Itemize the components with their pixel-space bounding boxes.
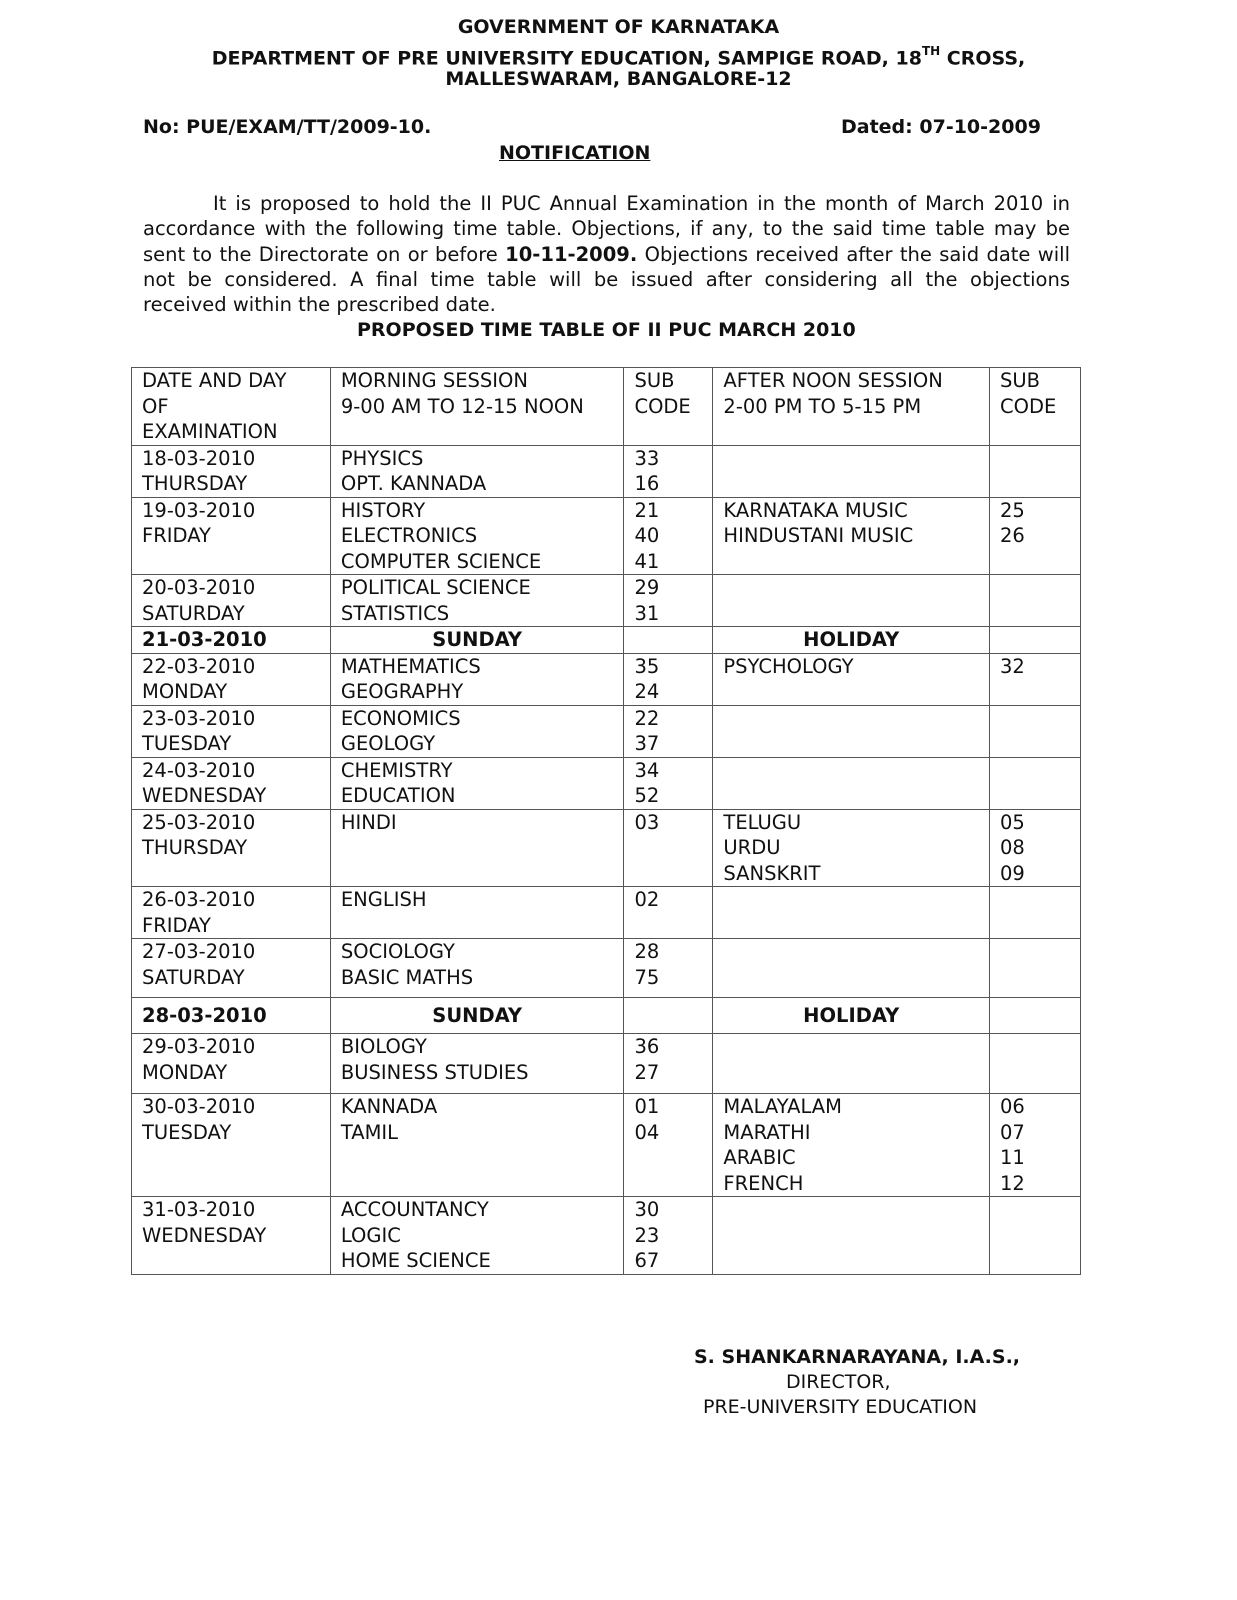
afternoon-codes (990, 998, 1081, 1034)
signatory-name: S. SHANKARNARAYANA, I.A.S., (694, 1346, 1021, 1368)
morning-subjects: HINDI (330, 809, 624, 887)
table-row (132, 575, 1081, 627)
afternoon-codes (990, 575, 1081, 627)
date: Dated: 07-10-2009 (841, 116, 1041, 138)
header-morning-code: SUB CODE (624, 368, 713, 446)
time-table (131, 367, 1081, 1275)
afternoon-subjects (713, 445, 990, 497)
afternoon-subjects (713, 705, 990, 757)
afternoon-subjects: HOLIDAY (713, 627, 990, 654)
date-cell: 29-03-2010 MONDAY (132, 1034, 331, 1094)
paragraph-part-1: It is proposed to hold the II PUC Annual Examination in the month of March 2010 in accordance with the following time table. Objections, if any, to the said time table may be sent to the Directorate on or before (143, 192, 1070, 266)
table-row (132, 809, 1081, 887)
table-row (132, 757, 1081, 809)
signatory-department: PRE-UNIVERSITY EDUCATION (703, 1396, 978, 1418)
letterhead-superscript: TH (921, 44, 941, 58)
morning-subjects: ENGLISH (330, 887, 624, 939)
afternoon-subjects: MALAYALAM MARATHI ARABIC FRENCH (713, 1094, 990, 1197)
morning-codes (624, 998, 713, 1034)
afternoon-codes (990, 939, 1081, 998)
table-row (132, 705, 1081, 757)
letterhead-line-1: GOVERNMENT OF KARNATAKA (457, 16, 780, 38)
letterhead-address: DEPARTMENT OF PRE UNIVERSITY EDUCATION, SAMPIGE ROAD, 18 (211, 47, 922, 70)
afternoon-subjects (713, 575, 990, 627)
notification-title: NOTIFICATION (499, 142, 651, 164)
notification-paragraph (143, 191, 1070, 317)
afternoon-codes: 05 08 09 (990, 809, 1081, 887)
date-cell: 25-03-2010 THURSDAY (132, 809, 331, 887)
morning-codes: 36 27 (624, 1034, 713, 1094)
table-title: PROPOSED TIME TABLE OF II PUC MARCH 2010 (357, 319, 856, 341)
table-row (132, 497, 1081, 575)
date-cell: 26-03-2010 FRIDAY (132, 887, 331, 939)
morning-subjects: MATHEMATICS GEOGRAPHY (330, 653, 624, 705)
table-row (132, 445, 1081, 497)
afternoon-codes (990, 1034, 1081, 1094)
morning-codes: 34 52 (624, 757, 713, 809)
afternoon-subjects (713, 757, 990, 809)
morning-codes: 35 24 (624, 653, 713, 705)
letterhead-line-3: MALLESWARAM, BANGALORE-12 (445, 68, 792, 90)
header-afternoon-code: SUB CODE (990, 368, 1081, 446)
afternoon-subjects (713, 887, 990, 939)
date-cell: 31-03-2010 WEDNESDAY (132, 1197, 331, 1275)
morning-codes: 28 75 (624, 939, 713, 998)
morning-subjects: BIOLOGY BUSINESS STUDIES (330, 1034, 624, 1094)
morning-codes (624, 627, 713, 654)
date-cell: 21-03-2010 (132, 627, 331, 654)
table-row (132, 1094, 1081, 1197)
holiday-row (132, 627, 1081, 654)
date-cell: 23-03-2010 TUESDAY (132, 705, 331, 757)
morning-codes: 01 04 (624, 1094, 713, 1197)
date-cell: 20-03-2010 SATURDAY (132, 575, 331, 627)
table-header-row (132, 368, 1081, 446)
afternoon-codes (990, 887, 1081, 939)
morning-codes: 22 37 (624, 705, 713, 757)
holiday-row (132, 998, 1081, 1034)
table-row (132, 1197, 1081, 1275)
morning-codes: 02 (624, 887, 713, 939)
afternoon-codes: 32 (990, 653, 1081, 705)
afternoon-codes (990, 627, 1081, 654)
letterhead-address-end: CROSS, (940, 47, 1026, 70)
date-cell: 24-03-2010 WEDNESDAY (132, 757, 331, 809)
morning-subjects: ACCOUNTANCY LOGIC HOME SCIENCE (330, 1197, 624, 1275)
deadline-date: 10-11-2009. (505, 242, 638, 266)
morning-codes: 03 (624, 809, 713, 887)
afternoon-subjects: PSYCHOLOGY (713, 653, 990, 705)
date-cell: 30-03-2010 TUESDAY (132, 1094, 331, 1197)
morning-codes: 29 31 (624, 575, 713, 627)
afternoon-subjects (713, 1197, 990, 1275)
afternoon-subjects (713, 939, 990, 998)
morning-codes: 30 23 67 (624, 1197, 713, 1275)
table-row (132, 939, 1081, 998)
header-date: DATE AND DAY OF EXAMINATION (132, 368, 331, 446)
date-cell: 22-03-2010 MONDAY (132, 653, 331, 705)
morning-subjects: POLITICAL SCIENCE STATISTICS (330, 575, 624, 627)
morning-codes: 33 16 (624, 445, 713, 497)
morning-subjects: SUNDAY (330, 998, 624, 1034)
afternoon-codes (990, 1197, 1081, 1275)
afternoon-codes (990, 757, 1081, 809)
morning-subjects: KANNADA TAMIL (330, 1094, 624, 1197)
morning-subjects: SOCIOLOGY BASIC MATHS (330, 939, 624, 998)
date-cell: 18-03-2010 THURSDAY (132, 445, 331, 497)
morning-codes: 21 40 41 (624, 497, 713, 575)
afternoon-subjects: HOLIDAY (713, 998, 990, 1034)
signatory-title: DIRECTOR, (786, 1371, 891, 1393)
reference-number: No: PUE/EXAM/TT/2009-10. (143, 116, 432, 138)
header-morning: MORNING SESSION 9-00 AM TO 12-15 NOON (330, 368, 624, 446)
morning-subjects: HISTORY ELECTRONICS COMPUTER SCIENCE (330, 497, 624, 575)
table-row (132, 1034, 1081, 1094)
afternoon-subjects: KARNATAKA MUSIC HINDUSTANI MUSIC (713, 497, 990, 575)
table-row (132, 887, 1081, 939)
afternoon-codes: 25 26 (990, 497, 1081, 575)
morning-subjects: CHEMISTRY EDUCATION (330, 757, 624, 809)
afternoon-subjects (713, 1034, 990, 1094)
morning-subjects: PHYSICS OPT. KANNADA (330, 445, 624, 497)
morning-subjects: ECONOMICS GEOLOGY (330, 705, 624, 757)
afternoon-codes (990, 445, 1081, 497)
date-cell: 19-03-2010 FRIDAY (132, 497, 331, 575)
afternoon-codes: 06 07 11 12 (990, 1094, 1081, 1197)
paragraph-part-2: Objections received after the said date will not be considered. A final time table will be issued after considering all the objections received within the prescribed date. (143, 242, 1070, 317)
afternoon-codes (990, 705, 1081, 757)
table-row (132, 653, 1081, 705)
date-cell: 28-03-2010 (132, 998, 331, 1034)
header-afternoon: AFTER NOON SESSION 2-00 PM TO 5-15 PM (713, 368, 990, 446)
date-cell: 27-03-2010 SATURDAY (132, 939, 331, 998)
morning-subjects: SUNDAY (330, 627, 624, 654)
afternoon-subjects: TELUGU URDU SANSKRIT (713, 809, 990, 887)
